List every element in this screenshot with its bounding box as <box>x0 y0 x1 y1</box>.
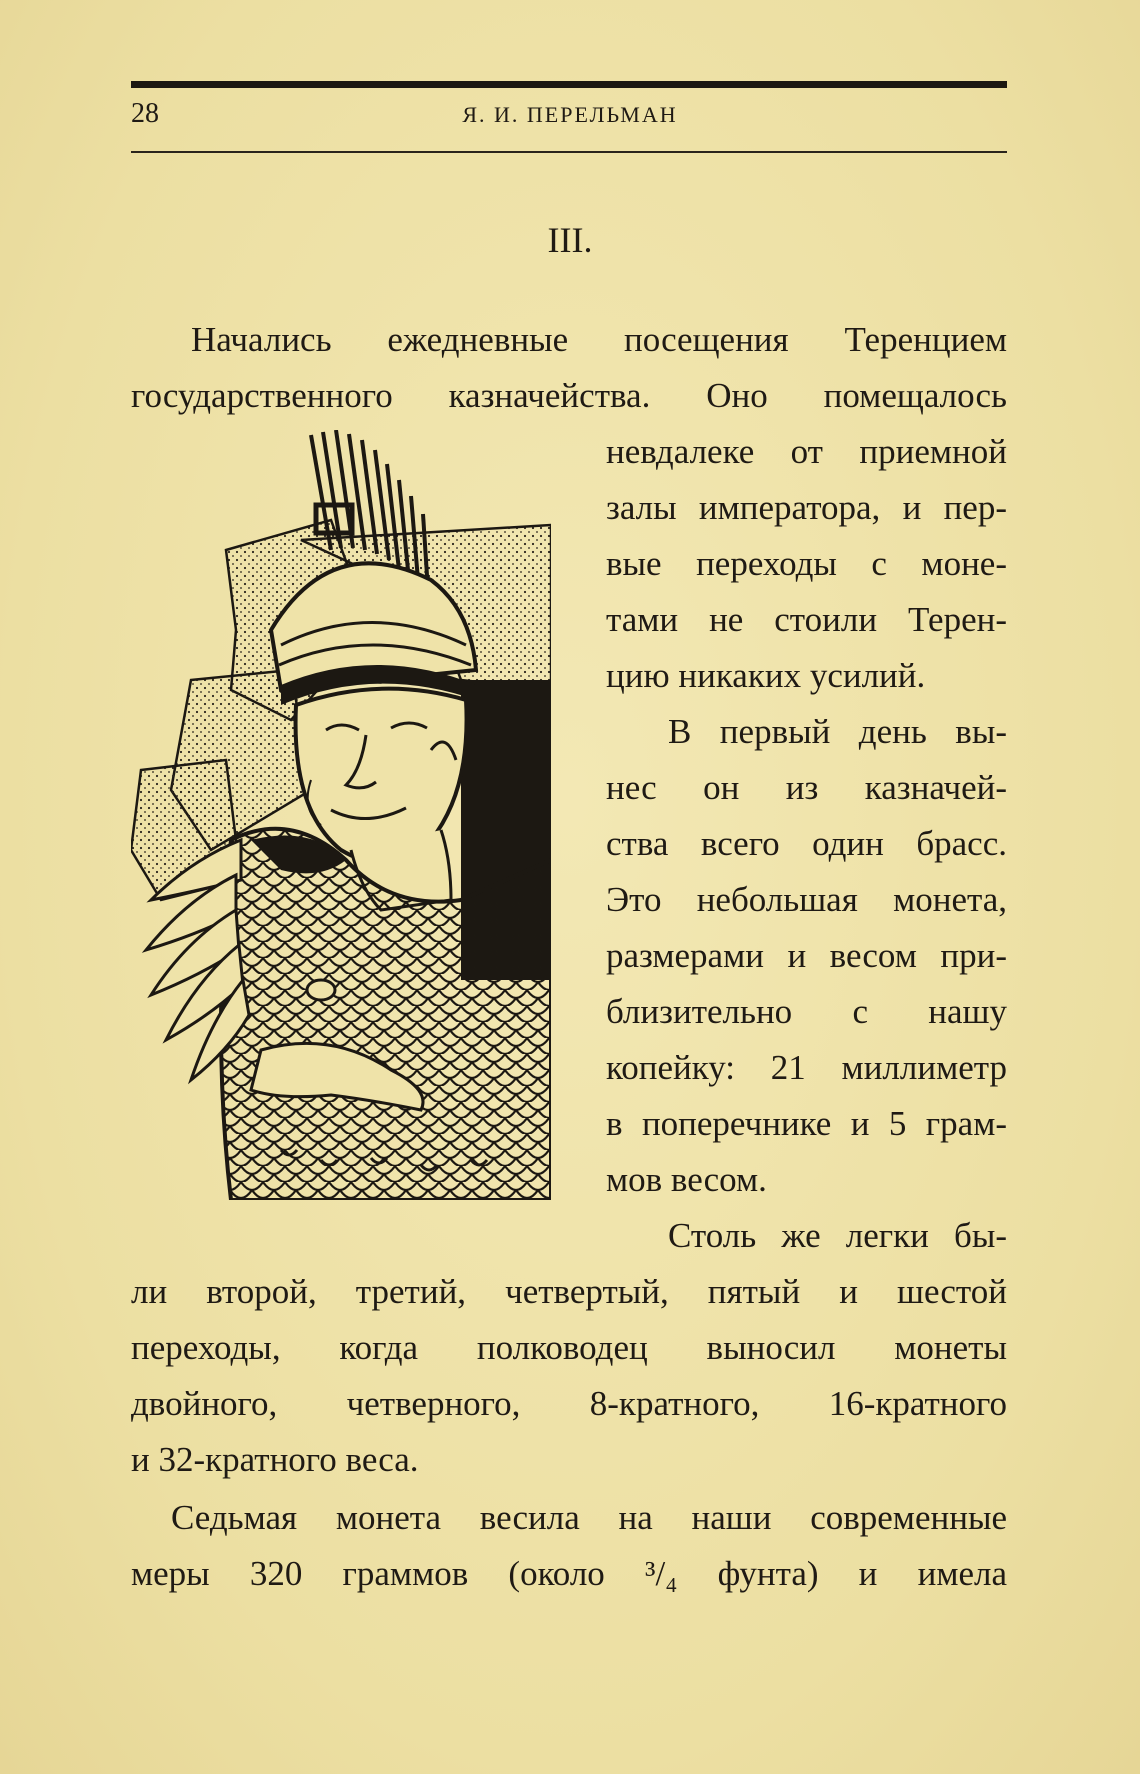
text-line: мов весом. <box>606 1160 767 1199</box>
header-rule-thick <box>131 81 1007 88</box>
text-line: Это небольшая монета, <box>606 880 1007 919</box>
page-number: 28 <box>131 98 159 129</box>
text-line: близительно с нашу <box>606 992 1007 1031</box>
text-line: и 32-кратного веса. <box>131 1440 419 1479</box>
text-line: вые переходы с моне- <box>606 544 1007 583</box>
text-line: тами не стоили Терен- <box>606 600 1007 639</box>
text-line: Столь же легки бы- <box>668 1216 1007 1255</box>
text-line: Начались ежедневные посещения Теренцием <box>191 320 1007 359</box>
text-line: нес он из казначей- <box>606 768 1007 807</box>
text-line: двойного, четверного, 8-кратного, 16-кратного <box>131 1384 1007 1423</box>
text-line: размерами и весом при- <box>606 936 1007 975</box>
chapter-number: III. <box>547 220 593 260</box>
text-line: В первый день вы- <box>668 712 1007 751</box>
text-line: ства всего один брасс. <box>606 824 1007 863</box>
text-line: переходы, когда полководец выносил монеты <box>131 1328 1007 1367</box>
text-line: Седьмая монета весила на наши современные <box>171 1498 1007 1537</box>
text-line: цию никаких усилий. <box>606 656 926 695</box>
header-rule-thin <box>131 151 1007 153</box>
text-line: государственного казначейства. Оно помещалось <box>131 376 1007 415</box>
text-line: в поперечнике и 5 грам- <box>606 1104 1007 1143</box>
text-line: ли второй, третий, четвертый, пятый и шестой <box>131 1272 1007 1311</box>
running-head: Я. И. ПЕРЕЛЬМАН <box>462 102 678 127</box>
text-line: меры 320 граммов (около ³/₄ фунта) и имела <box>131 1554 1007 1593</box>
text-line: невдалеке от приемной <box>606 432 1007 471</box>
text-line: копейку: 21 миллиметр <box>606 1048 1007 1087</box>
text-line: залы императора, и пер- <box>606 488 1007 527</box>
roman-centurion-illustration <box>131 430 551 1200</box>
coin-icon <box>307 980 335 1000</box>
